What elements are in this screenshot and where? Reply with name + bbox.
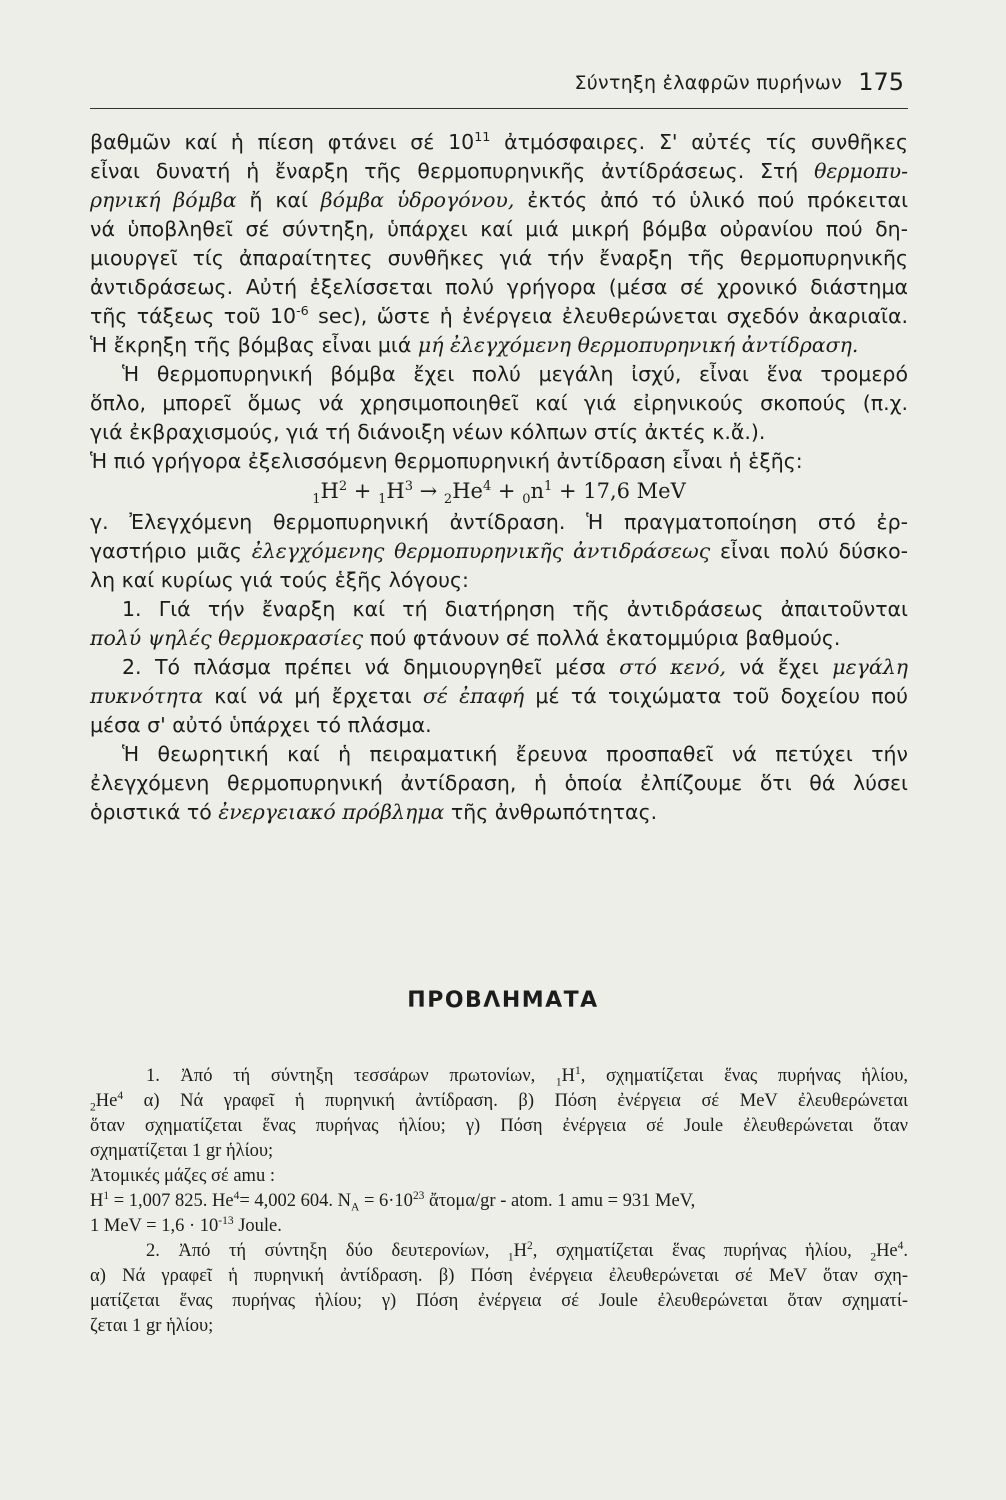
page-number: 175 [858, 68, 904, 96]
problem-line: ζεται 1 gr ἡλίου; [90, 1316, 214, 1336]
problems-heading: ΠΡΟΒΛΗΜΑΤΑ [407, 988, 599, 1013]
text-line: ἐλεγχόμενη θερμοπυρηνική ἀντίδραση, ἡ ὁποία ἐλπίζουμε ὅτι θά λύσει [90, 771, 908, 795]
text-line: νά ὑποβληθεῖ σέ σύντηξη, ὑπάρχει καί μιά μικρή βόμβα οὐρανίου πού δη- [90, 217, 908, 241]
problem-line: $H^1 = 1,007$ 825. $He^4= 4,002$ 604. $N_A = 6\cdot 10^{23}$ ἄτομα/gr - atom. 1 amu = 931 MeV, [90, 1189, 696, 1214]
text-line: ὅπλο, μπορεῖ ὅμως νά χρησιμοποιηθεῖ καί γιά εἰρηνικούς σκοπούς (π.χ. [90, 391, 908, 415]
problem-line: 2. Ἀπό τή σύντηξη δύο δευτερονίων, $_1H^2$, σχηματίζεται ἕνας πυρήνας ἡλίου, $_2He^4$. [146, 1239, 908, 1264]
text-line: βαθμῶν καί ἡ πίεση φτάνει σέ $10^{11}$ ἀτμόσφαιρες. Σ' αὐτές τίς συνθῆκες [90, 129, 908, 154]
problem-line: Ἀτομικές μάζες σέ amu : [90, 1166, 275, 1186]
text-line: εἶναι δυνατή ἡ ἔναρξη τῆς θερμοπυρηνικῆς ἀντίδράσεως. Στή θερμοπυ- [90, 159, 908, 183]
text-line: λη καί κυρίως γιά τούς ἑξῆς λόγους: [90, 568, 469, 592]
text-line: ἀντιδράσεως. Αὐτή ἐξελίσσεται πολύ γρήγορα (μέσα σέ χρονικό διάστημα [90, 275, 908, 299]
problem-line: 1 MeV = $1,6 \cdot 10^{-13}$ Joule. [90, 1214, 282, 1236]
problem-line: ματίζεται ἕνας πυρήνας ἡλίου; γ) Πόση ἐνέργεια σέ Joule ἐλευθερώνεται ὅταν σχηματί- [90, 1291, 908, 1311]
page-header [90, 66, 908, 109]
text-line: μιουργεῖ τίς ἀπαραίτητες συνθῆκες γιά τήν ἔναρξη τῆς θερμοπυρηνικῆς [90, 246, 908, 270]
text-line: Ἡ θερμοπυρηνική βόμβα ἔχει πολύ μεγάλη ἰσχύ, εἶναι ἕνα τρομερό [122, 362, 908, 386]
problem-line: σχηματίζεται 1 gr ἡλίου; [90, 1141, 274, 1161]
fusion-equation: $_1H^2 + _1H^3 \to _2He^4 + _0n^1 + 17,6$ MeV [312, 479, 686, 508]
text-line: γ. Ἐλεγχόμενη θερμοπυρηνική ἀντίδραση. Ἡ πραγματοποίηση στό ἐρ- [90, 510, 908, 534]
text-line: μέσα σ' αὐτό ὑπάρχει τό πλάσμα. [90, 713, 432, 737]
text-line: γιά ἐκβραχισμούς, γιά τή διάνοιξη νέων κόλπων στίς ἀκτές κ.ἄ.). [90, 420, 766, 444]
text-line: γαστήριο μιᾶς ἐλεγχόμενης θερμοπυρηνικῆς ἀντιδράσεως εἶναι πολύ δύσκο- [90, 539, 909, 563]
text-line: πολύ ψηλές θερμοκρασίες πού φτάνουν σέ πολλά ἑκατομμύρια βαθμούς. [90, 626, 841, 650]
text-line: τῆς τάξεως τοῦ $10^{-6}$ sec), ὥστε ἡ ἐνέργεια ἐλευθερώνεται σχεδόν ἀκαριαῖα. [90, 303, 909, 328]
text-line: ρηνική βόμβα ἤ καί βόμβα ὑδρογόνου, ἐκτός ἀπό τό ὑλικό πού πρόκειται [90, 188, 909, 212]
problem-line: 1. Ἀπό τή σύντηξη τεσσάρων πρωτονίων, $_1H^1$, σχηματίζεται ἕνας πυρήνας ἡλίου, [146, 1064, 908, 1089]
running-title: Σύντηξη ἐλαφρῶν πυρήνων [574, 72, 842, 94]
problem-line: α) Νά γραφεῖ ἡ πυρηνική ἀντίδραση. β) Πόση ἐνέργεια ἐλευθερώνεται σέ MeV ὅταν σχη- [90, 1266, 908, 1286]
problem-line: $_2He^4$ α) Νά γραφεῖ ἡ πυρηνική ἀντίδραση. β) Πόση ἐνέργεια σέ MeV ἐλευθερώνεται [90, 1089, 908, 1114]
problem-line: ὅταν σχηματίζεται ἕνας πυρήνας ἡλίου; γ) Πόση ἐνέργεια σέ Joule ἐλευθερώνεται ὅταν [90, 1116, 908, 1136]
text-line: Ἡ θεωρητική καί ἡ πειραματική ἔρευνα προσπαθεῖ νά πετύχει τήν [122, 742, 908, 766]
text-line: 1. Γιά τήν ἔναρξη καί τή διατήρηση τῆς ἀντιδράσεως ἀπαιτοῦνται [122, 597, 908, 621]
main-text [90, 128, 908, 827]
text-line: πυκνότητα καί νά μή ἔρχεται σέ ἐπαφή μέ τά τοιχώματα τοῦ δοχείου πού [90, 684, 909, 708]
text-line: Ἡ πιό γρήγορα ἐξελισσόμενη θερμοπυρηνική ἀντίδραση εἶναι ἡ ἑξῆς: [90, 449, 803, 473]
text-line: Ἡ ἔκρηξη τῆς βόμβας εἶναι μιά μή ἐλεγχόμενη θερμοπυρηνική ἀντίδραση. [90, 333, 859, 357]
text-line: 2. Τό πλάσμα πρέπει νά δημιουργηθεῖ μέσα στό κενό, νά ἔχει μεγάλη [122, 655, 908, 679]
text-line: ὁριστικά τό ἐνεργειακό πρόβλημα τῆς ἀνθρωπότητας. [90, 800, 658, 824]
problems-section [90, 1064, 908, 1339]
